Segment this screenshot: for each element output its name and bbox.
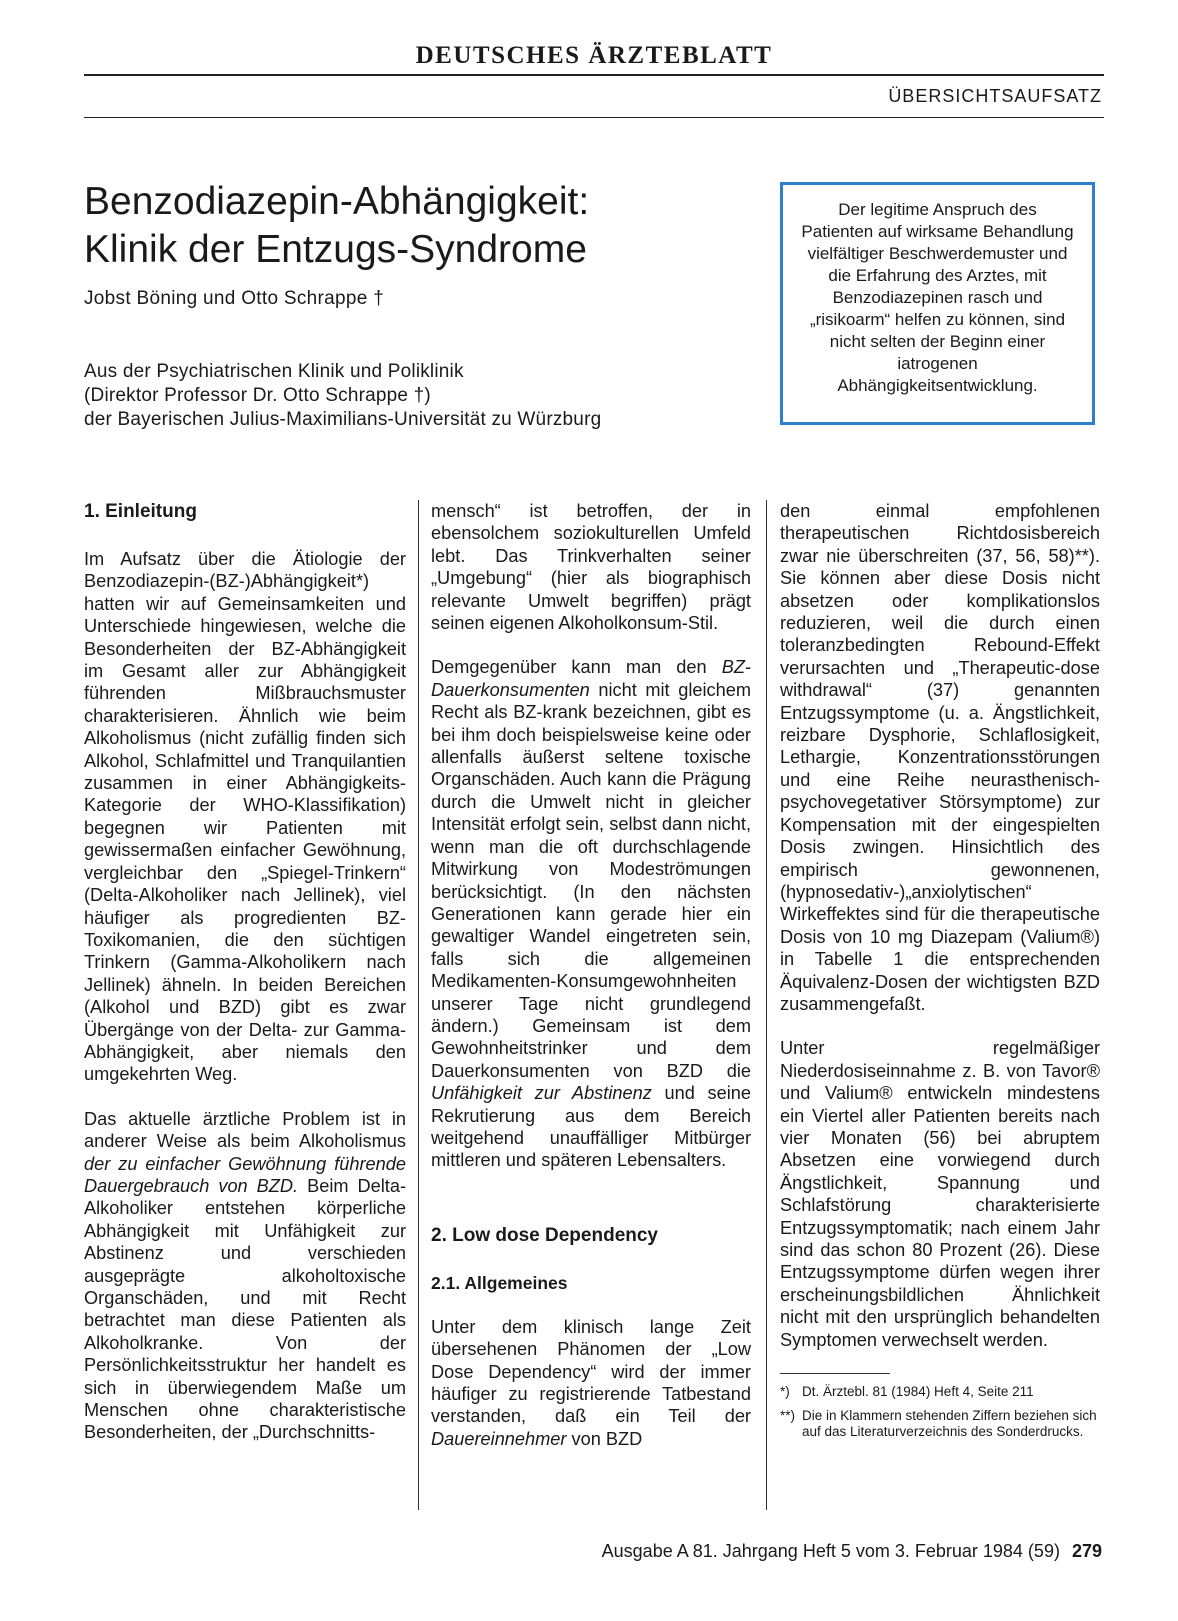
authors: Jobst Böning und Otto Schrappe † — [84, 288, 385, 309]
text-run: und seine Rekrutierung aus dem Bereich weitgehend unauffälliger Mitbürger mittleren und späteren Lebensalters. — [431, 1083, 751, 1171]
text-run: Unter dem klinisch lange Zeit übersehenen Phänomen der „Low Dose Dependency“ wird der immer häufiger zu registrierende Tatbestand verstanden, daß ein Teil der — [431, 1316, 751, 1427]
section-label: ÜBERSICHTSAUFSATZ — [888, 86, 1102, 106]
text-run: Beim Delta-Alkoholiker entstehen körperliche Abhängigkeit mit Unfähigkeit zur Abstinenz und verschieden ausgeprägte alkoholtoxische Organschäden, und mit Recht betrachtet man diese Patienten als Alkoholkranke. Von der Persönlichkeitsstruktur her handelt es sich in überwiegendem Maße um Menschen ohne charakteristische Besonderheiten, der „Durchschnitts- — [84, 1175, 406, 1443]
column-divider — [418, 500, 419, 1510]
header-rule-top — [84, 74, 1104, 76]
paragraph — [84, 1108, 406, 1444]
emphasis: der zu einfacher Gewöhnung führende Dauergebrauch von BZD. — [84, 1153, 406, 1196]
section-heading-low-dose: 2. Low dose Dependency — [431, 1224, 658, 1246]
page-footer — [602, 1541, 1102, 1562]
paragraph — [431, 1316, 751, 1450]
emphasis: BZ-Dauerkonsumenten — [431, 657, 751, 700]
text-run: Demgegenüber kann man den — [431, 657, 722, 678]
emphasis: Unfähigkeit zur Abstinenz — [431, 1083, 652, 1104]
column-1 — [84, 500, 406, 1466]
title-line-2: Klinik der Entzugs-Syndrome — [84, 228, 587, 271]
article-title — [84, 178, 764, 274]
footnote-text: Dt. Ärztebl. 81 (1984) Heft 4, Seite 211 — [802, 1384, 1034, 1400]
footnote-mark: **) — [780, 1408, 796, 1424]
title-line-1: Benzodiazepin-Abhängigkeit: — [84, 180, 590, 223]
paragraph: Unter regelmäßiger Niederdosiseinnahme z. B. von Tavor® und Valium® entwickeln mindestens ein Viertel aller Patienten bereits nach vier Monaten (56) bei abruptem Absetzen eine vorwiegend durch Ängstlichkeit, Spannung und Schlafstörung charakterisierte Entzugssymptomatik; nach einem Jahr sind das schon 80 Prozent (26). Diese Entzugssymptome dürfen wegen ihrer erscheinungsbildlichen Ähnlichkeit nicht mit den ursprünglich behandelten Symptomen verwechselt werden. — [780, 1038, 1100, 1350]
text-run: von BZD — [566, 1428, 643, 1449]
footnote — [780, 1408, 1100, 1440]
text-run: nicht mit gleichem Recht als BZ-krank bezeichnen, gibt es bei ihm doch beispielsweise keine oder allenfalls äußerst seltene toxische Organschäden. Auch kann die Prägung durch die Umwelt nicht in gleicher Intensität erfolgt sein, selbst dann nicht, wenn man die oft durchschlagende Mitwirkung von Modeströmungen berücksichtigt. (In den nächsten Generationen kann gerade hier ein gewaltiger Wandel eingetreten sein, falls sich die allgemeinen Medikamenten-Konsumgewohnheiten unserer Tage nicht grundlegend ändern.) Gemeinsam ist dem Gewohnheitstrinker und dem Dauerkonsumenten von BZD die — [431, 679, 751, 1081]
footnote-rule — [780, 1373, 890, 1374]
summary-box: Der legitime Anspruch des Patienten auf wirksame Behandlung vielfältiger Beschwerdemuster und die Erfahrung des Arztes, mit Benzodiazepinen rasch und „risikoarm“ helfen zu können, sind nicht selten der Beginn einer iatrogenen Abhängigkeitsentwicklung. — [780, 182, 1095, 425]
spacer — [431, 1194, 751, 1224]
affiliation-line: Aus der Psychiatrischen Klinik und Poliklinik — [84, 361, 464, 382]
affiliation — [84, 360, 784, 432]
footnote — [780, 1384, 1100, 1400]
issue-info: Ausgabe A 81. Jahrgang Heft 5 vom 3. Februar 1984 (59) — [601, 1541, 1060, 1561]
column-3 — [780, 500, 1100, 1448]
paragraph — [431, 656, 751, 1171]
section-heading-einleitung: 1. Einleitung — [84, 501, 197, 522]
paragraph: den einmal empfohlenen therapeutischen Richtdosisbereich zwar nie überschreiten (37, 56, 58)**). Sie können aber diese Dosis nicht absetzen oder komplikationslos reduzieren, weil die durch einen toleranzbedingten Rebound-Effekt verursachten und „Therapeutic-dose withdrawal“ (37) genannten Entzugssymptome (u. a. Ängstlichkeit, reizbare Dysphorie, Schlaflosigkeit, Lethargie, Konzentrationsstörungen und eine Reihe neurasthenisch-psychovegetativer Störsymptome) zur Kompensation mit der eingespielten Dosis zwingen. Hinsichtlich des empirisch gewonnenen, (hypnosedativ-)„anxiolytischen“ Wirkeffektes sind für die therapeutische Dosis von 10 mg Diazepam (Valium®) in Tabelle 1 die entsprechenden Äquivalenz-Dosen der wichtigsten BZD zusammengefaßt. — [780, 501, 1100, 1014]
emphasis: Dauereinnehmer — [431, 1428, 567, 1449]
column-divider — [766, 500, 767, 1510]
page-number: 279 — [1071, 1541, 1102, 1561]
affiliation-line: der Bayerischen Julius-Maximilians-Universität zu Würzburg — [84, 409, 602, 430]
paragraph: Im Aufsatz über die Ätiologie der Benzodiazepin-(BZ-)Abhängigkeit*) hatten wir auf Gemeinsamkeiten und Unterschiede hingewiesen, welche die Besonderheiten der BZ-Abhängigkeit im Gesamt aller zur Abhängigkeit führenden Mißbrauchsmuster charakterisieren. Ähnlich wie beim Alkoholismus (nicht zufällig finden sich Alkohol, Schlafmittel und Tranquilantien zusammen in einer Abhängigkeits-Kategorie der WHO-Klassifikation) begegnen wir Patienten mit gewissermaßen einfacher Gewöhnung, vergleichbar den „Spiegel-Trinkern“ (Delta-Alkoholiker nach Jellinek), viel häufiger als progredienten BZ-Toxikomanien, die den süchtigen Trinkern (Gamma-Alkoholikern nach Jellinek) ähneln. In beiden Bereichen (Alkohol und BZD) gibt es zwar Übergänge von der Delta- zur Gamma-Abhängigkeit, aber niemals den umgekehrten Weg. — [84, 549, 406, 1085]
subsection-heading-allgemeines: 2.1. Allgemeines — [431, 1272, 568, 1293]
footnote-mark: *) — [780, 1384, 790, 1400]
masthead: DEUTSCHES ÄRZTEBLATT — [415, 42, 773, 69]
column-2 — [431, 500, 751, 1472]
paragraph: mensch“ ist betroffen, der in ebensolchem soziokulturellen Umfeld lebt. Das Trinkverhalten seiner „Umgebung“ (hier als biographisch relevante Umwelt begriffen) prägt seinen eigenen Alkoholkonsum-Stil. — [431, 501, 751, 634]
footnote-text: Die in Klammern stehenden Ziffern beziehen sich auf das Literaturverzeichnis des Sonderdrucks. — [802, 1408, 1097, 1440]
header-rule-bottom — [84, 117, 1104, 118]
text-run: Das aktuelle ärztliche Problem ist in anderer Weise als beim Alkoholismus — [84, 1108, 406, 1152]
affiliation-line: (Direktor Professor Dr. Otto Schrappe †) — [84, 385, 431, 406]
